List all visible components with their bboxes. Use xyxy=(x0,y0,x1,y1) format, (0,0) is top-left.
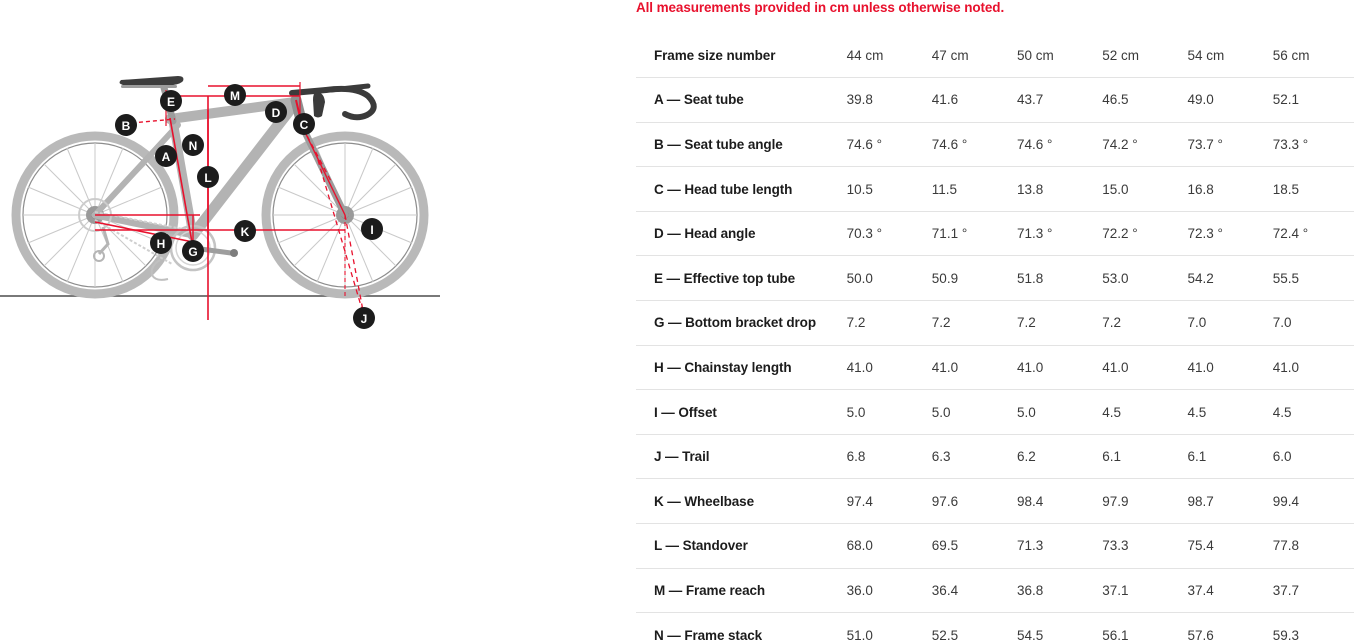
callout-C xyxy=(293,113,315,135)
table-header xyxy=(636,33,1354,78)
row-value: 16.8 xyxy=(1184,167,1269,212)
callout-A-label: A xyxy=(161,150,171,164)
callout-H-label: H xyxy=(156,237,166,251)
callout-B-label: B xyxy=(121,119,131,133)
row-value: 71.1 ° xyxy=(928,211,1013,256)
row-value: 98.4 xyxy=(1013,479,1098,524)
row-value: 50.0 xyxy=(843,256,928,301)
row-value: 73.3 xyxy=(1098,524,1183,569)
row-value: 74.2 ° xyxy=(1098,122,1183,167)
callout-G-label: G xyxy=(188,245,198,259)
row-value: 71.3 xyxy=(1013,524,1098,569)
row-value: 97.6 xyxy=(928,479,1013,524)
row-value: 57.6 xyxy=(1184,613,1269,642)
row-value: 4.5 xyxy=(1098,390,1183,435)
row-value: 59.3 xyxy=(1269,613,1354,642)
row-value: 56.1 xyxy=(1098,613,1183,642)
row-value: 7.2 xyxy=(1098,301,1183,346)
table-row xyxy=(636,167,1354,212)
saddle xyxy=(120,76,184,88)
row-value: 54.5 xyxy=(1013,613,1098,642)
row-value: 39.8 xyxy=(843,78,928,123)
callout-C-label: C xyxy=(299,118,309,132)
callout-J-label: J xyxy=(360,312,368,326)
row-value: 41.0 xyxy=(1098,345,1183,390)
row-value: 36.0 xyxy=(843,568,928,613)
bike-geometry-diagram-panel xyxy=(0,0,620,642)
row-value: 72.2 ° xyxy=(1098,211,1183,256)
row-value: 6.2 xyxy=(1013,434,1098,479)
row-label: G — Bottom bracket drop xyxy=(636,301,843,346)
row-value: 73.3 ° xyxy=(1269,122,1354,167)
callout-G xyxy=(182,240,204,262)
row-value: 97.9 xyxy=(1098,479,1183,524)
row-value: 53.0 xyxy=(1098,256,1183,301)
row-value: 74.6 ° xyxy=(1013,122,1098,167)
row-value: 70.3 ° xyxy=(843,211,928,256)
row-value: 74.6 ° xyxy=(928,122,1013,167)
row-value: 36.8 xyxy=(1013,568,1098,613)
table-row xyxy=(636,78,1354,123)
table-row xyxy=(636,434,1354,479)
row-value: 41.0 xyxy=(928,345,1013,390)
row-value: 41.0 xyxy=(843,345,928,390)
callout-E xyxy=(160,90,182,112)
row-label: B — Seat tube angle xyxy=(636,122,843,167)
row-label: E — Effective top tube xyxy=(636,256,843,301)
row-value: 37.4 xyxy=(1184,568,1269,613)
row-value: 6.3 xyxy=(928,434,1013,479)
measurement-units-note: All measurements provided in cm unless otherwise noted. xyxy=(636,0,1005,15)
table-body xyxy=(636,78,1354,642)
table-row xyxy=(636,568,1354,613)
row-value: 7.2 xyxy=(1013,301,1098,346)
row-value: 6.1 xyxy=(1184,434,1269,479)
callout-N xyxy=(182,134,204,156)
callout-I-label: I xyxy=(370,223,374,237)
row-value: 98.7 xyxy=(1184,479,1269,524)
row-value: 15.0 xyxy=(1098,167,1183,212)
row-value: 7.2 xyxy=(928,301,1013,346)
row-value: 55.5 xyxy=(1269,256,1354,301)
row-label: A — Seat tube xyxy=(636,78,843,123)
row-value: 51.8 xyxy=(1013,256,1098,301)
row-value: 11.5 xyxy=(928,167,1013,212)
callout-I xyxy=(361,218,383,240)
row-value: 10.5 xyxy=(843,167,928,212)
row-value: 52.5 xyxy=(928,613,1013,642)
callout-M xyxy=(224,84,246,106)
row-value: 4.5 xyxy=(1184,390,1269,435)
table-row xyxy=(636,256,1354,301)
row-label: J — Trail xyxy=(636,434,843,479)
row-value: 36.4 xyxy=(928,568,1013,613)
row-value: 73.7 ° xyxy=(1184,122,1269,167)
row-value: 41.6 xyxy=(928,78,1013,123)
row-value: 7.0 xyxy=(1184,301,1269,346)
row-value: 50.9 xyxy=(928,256,1013,301)
row-value: 5.0 xyxy=(928,390,1013,435)
table-header-row xyxy=(636,33,1354,78)
table-row xyxy=(636,345,1354,390)
row-value: 72.4 ° xyxy=(1269,211,1354,256)
row-value: 99.4 xyxy=(1269,479,1354,524)
row-value: 6.8 xyxy=(843,434,928,479)
callout-D xyxy=(265,101,287,123)
row-value: 49.0 xyxy=(1184,78,1269,123)
row-value: 68.0 xyxy=(843,524,928,569)
table-row xyxy=(636,390,1354,435)
row-value: 41.0 xyxy=(1184,345,1269,390)
callout-K-label: K xyxy=(240,225,250,239)
callout-D-label: D xyxy=(271,106,281,120)
callout-A xyxy=(155,145,177,167)
table-row xyxy=(636,524,1354,569)
row-label: N — Frame stack xyxy=(636,613,843,642)
row-label: D — Head angle xyxy=(636,211,843,256)
table-row xyxy=(636,613,1354,642)
row-value: 7.0 xyxy=(1269,301,1354,346)
row-value: 13.8 xyxy=(1013,167,1098,212)
row-label: H — Chainstay length xyxy=(636,345,843,390)
geometry-table xyxy=(636,33,1354,642)
row-label: K — Wheelbase xyxy=(636,479,843,524)
row-value: 72.3 ° xyxy=(1184,211,1269,256)
row-label: C — Head tube length xyxy=(636,167,843,212)
callout-J xyxy=(353,307,375,329)
row-label: L — Standover xyxy=(636,524,843,569)
table-row xyxy=(636,479,1354,524)
row-value: 37.7 xyxy=(1269,568,1354,613)
row-value: 46.5 xyxy=(1098,78,1183,123)
brake-lever xyxy=(313,92,325,118)
table-row xyxy=(636,122,1354,167)
row-value: 41.0 xyxy=(1013,345,1098,390)
row-label: I — Offset xyxy=(636,390,843,435)
row-value: 37.1 xyxy=(1098,568,1183,613)
callout-E-label: E xyxy=(166,95,176,109)
table-row xyxy=(636,211,1354,256)
column-header-52: 52 cm xyxy=(1098,33,1183,78)
row-value: 5.0 xyxy=(843,390,928,435)
callout-B xyxy=(115,114,137,136)
row-value: 6.0 xyxy=(1269,434,1354,479)
row-value: 41.0 xyxy=(1269,345,1354,390)
row-value: 97.4 xyxy=(843,479,928,524)
callout-H xyxy=(150,232,172,254)
column-header-54: 54 cm xyxy=(1184,33,1269,78)
column-header-56: 56 cm xyxy=(1269,33,1354,78)
row-value: 54.2 xyxy=(1184,256,1269,301)
callout-L xyxy=(197,166,219,188)
row-value: 69.5 xyxy=(928,524,1013,569)
row-value: 75.4 xyxy=(1184,524,1269,569)
callout-K xyxy=(234,220,256,242)
road-bike-geometry-diagram xyxy=(0,20,620,340)
row-value: 4.5 xyxy=(1269,390,1354,435)
row-value: 74.6 ° xyxy=(843,122,928,167)
table-row xyxy=(636,301,1354,346)
row-value: 6.1 xyxy=(1098,434,1183,479)
row-value: 51.0 xyxy=(843,613,928,642)
row-value: 52.1 xyxy=(1269,78,1354,123)
row-value: 7.2 xyxy=(843,301,928,346)
row-value: 71.3 ° xyxy=(1013,211,1098,256)
bike-frame xyxy=(95,84,345,235)
geometry-table-panel xyxy=(636,0,1354,642)
row-value: 77.8 xyxy=(1269,524,1354,569)
callout-L-label: L xyxy=(204,171,212,185)
column-header-50: 50 cm xyxy=(1013,33,1098,78)
column-header-frame-size: Frame size number xyxy=(636,33,843,78)
row-value: 43.7 xyxy=(1013,78,1098,123)
row-value: 5.0 xyxy=(1013,390,1098,435)
row-value: 18.5 xyxy=(1269,167,1354,212)
callout-M-label: M xyxy=(230,89,240,103)
column-header-44: 44 cm xyxy=(843,33,928,78)
row-label: M — Frame reach xyxy=(636,568,843,613)
callout-N-label: N xyxy=(188,139,198,153)
column-header-47: 47 cm xyxy=(928,33,1013,78)
